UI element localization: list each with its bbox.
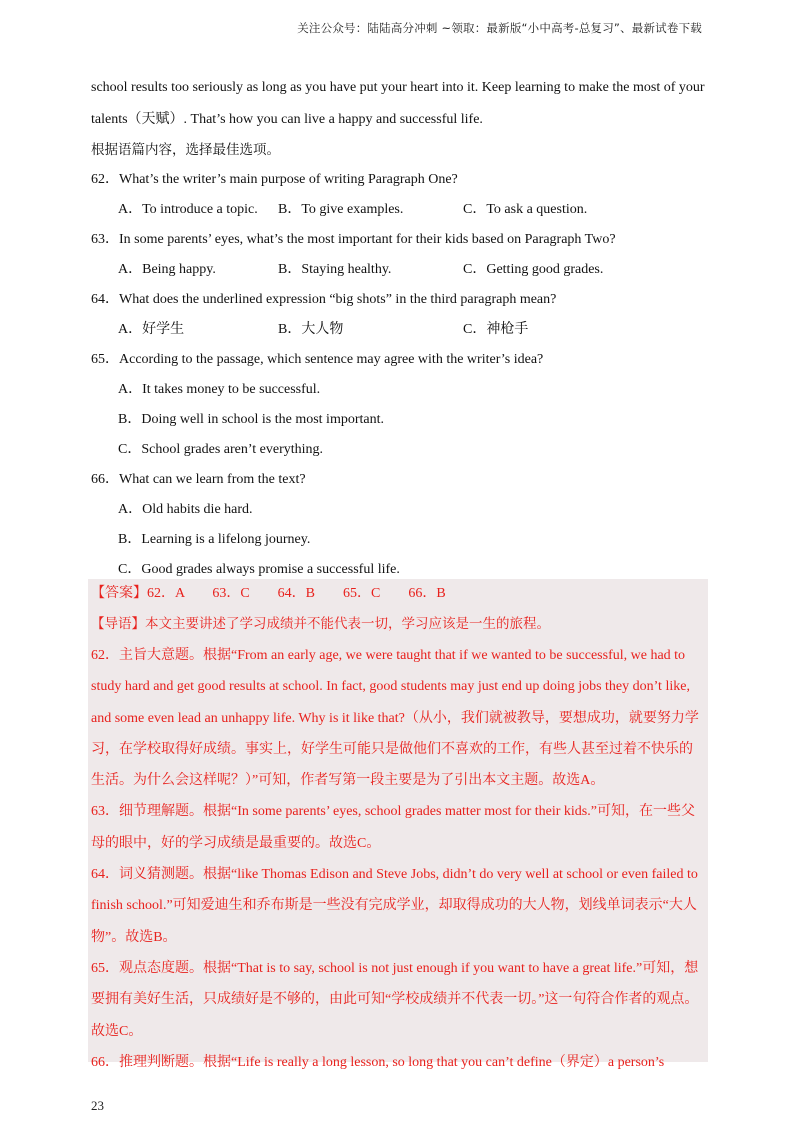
option-a: A．Old habits die hard.: [118, 502, 253, 517]
question-stem: 62．What’s the writer’s main purpose of writing Paragraph One?: [91, 172, 458, 187]
answer-key: 【答案】62．A 63．C 64．B 65．C 66．B: [91, 586, 446, 601]
explanation-63: 63．细节理解题。根据“In some parents’ eyes, school grades matter most for their kids.”可知，在一些父母的眼中，好的学习成绩是最重要的。故选C。: [91, 804, 695, 851]
option-c: C．To ask a question.: [463, 202, 588, 217]
option-a: A．好学生: [118, 322, 185, 337]
option-row: [91, 255, 711, 285]
option-row: [91, 195, 711, 225]
answer-guide: 【导语】本文主要讲述了学习成绩并不能代表一切，学习应该是一生的旅程。: [91, 616, 550, 632]
option-a: A．It takes money to be successful.: [118, 382, 321, 397]
explanation-65: 65．观点态度题。根据“That is to say, school is not just enough if you want to have a great life.”可知，想要拥有美好生活，只成绩好是不够的，由此可知“学校成绩并不代表一切。”这一句符合作者的观点。故选C。: [91, 960, 699, 1039]
option-c: C．Getting good grades.: [463, 262, 604, 277]
option-b: B．To give examples.: [278, 202, 404, 217]
page-number: 23: [91, 1098, 104, 1113]
explanation-66: 66．推理判断题。根据“Life is really a long lesson, so long that you can’t define（界定）a person’s: [91, 1054, 665, 1070]
option-b: B．大人物: [278, 322, 344, 337]
passage-line: talents（天赋）. That’s how you can live a happy and successful life.: [91, 112, 483, 127]
page-header: 关注公众号：陆陆高分冲刺 ~领取：最新版“小中高考-总复习”、最新试卷下载: [297, 21, 702, 35]
question-stem: 64．What does the underlined expression “big shots” in the third paragraph mean?: [91, 292, 557, 307]
option-c: C．School grades aren’t everything.: [118, 442, 324, 457]
explanation-62: 62．主旨大意题。根据“From an early age, we were taught that if we wanted to be successful, we had to study hard and get good results at school. In fact, good students may just end up doing jobs they don’t like, and some even lead an unhappy life. Why is it like that?（从小，我们就被教导，要想成功，就要努力学习，在学校取得好成绩。事实上，好学生可能只是做他们不喜欢的工作，有些人甚至过着不快乐的生活。为什么会这样呢？）”可知，作者写第一段主要是为了引出本文主题。故选A。: [91, 648, 699, 789]
option-c: C．Good grades always promise a successful life.: [118, 562, 400, 577]
option-b: B．Staying healthy.: [278, 262, 392, 277]
question-stem: 63．In some parents’ eyes, what’s the most important for their kids based on Paragraph Two?: [91, 232, 616, 247]
option-c: C．神枪手: [463, 322, 529, 337]
option-b: B．Doing well in school is the most important.: [118, 412, 384, 427]
option-a: A．To introduce a topic.: [118, 202, 258, 217]
option-a: A．Being happy.: [118, 262, 216, 277]
instruction: 根据语篇内容，选择最佳选项。: [91, 142, 280, 158]
option-b: B．Learning is a lifelong journey.: [118, 532, 311, 547]
passage-line: school results too seriously as long as you have put your heart into it. Keep learning to make the most of your: [91, 80, 705, 95]
question-stem: 65．According to the passage, which sentence may agree with the writer’s idea?: [91, 352, 544, 367]
main-content: [91, 73, 711, 585]
question-stem: 66．What can we learn from the text?: [91, 472, 306, 487]
explanation-64: 64．词义猜测题。根据“like Thomas Edison and Steve Jobs, didn’t do very well at school or even failed to finish school.”可知爱迪生和乔布斯是一些没有完成学业，却取得成功的大人物，划线单词表示“大人物”。故选B。: [91, 867, 698, 945]
answer-section: [91, 578, 706, 1078]
option-row: [91, 315, 711, 345]
